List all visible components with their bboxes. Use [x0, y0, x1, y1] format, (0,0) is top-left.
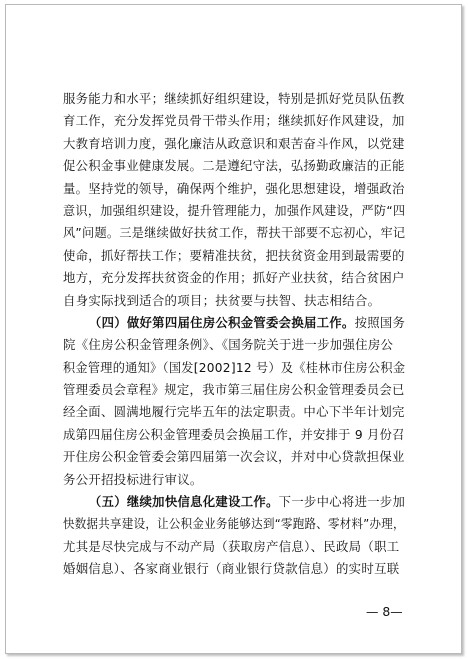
body-line: 地方，充分发挥扶贫资金的作用；抓好产业扶贫，结合贫困户: [63, 270, 405, 286]
section-4-text: 按照国务: [354, 314, 406, 330]
body-line: 育工作，充分发挥党员骨干带头作用；继续抓好作风建设，加: [63, 113, 405, 129]
section-4-line: 院《住房公积金管理条例》、《国务院关于进一步加强住房公: [63, 337, 394, 353]
section-5-first-line: [63, 491, 404, 513]
section-4-first-line: [63, 312, 404, 334]
section-5-line: 婚姻信息）、各家商业银行（商业银行贷款信息）的实时互联: [63, 561, 400, 577]
section-4-line: 积金管理的通知》（国发[2002]12 号）及《桂林市住房公积金: [63, 359, 406, 375]
section-5-text: 下一步中心将进一步加: [278, 494, 406, 510]
body-line: 大教育培训力度，强化廉洁从政意识和艰苦奋斗作风，以党建: [63, 135, 405, 151]
section-4-heading: （四）做好第四届住房公积金管委会换届工作。: [88, 314, 355, 330]
body-line: 自身实际找到适合的项目；扶贫要与扶智、扶志相结合。: [63, 292, 381, 308]
body-line: 促公积金事业健康发展。二是遵纪守法，弘扬勤政廉洁的正能: [63, 158, 405, 174]
body-line: 量。坚持党的领导，确保两个维护，强化思想建设，增强政治: [63, 180, 405, 196]
document-body: [63, 88, 405, 581]
section-4-line: 开住房公积金管委会第四届第一次会议，并对中心贷款担保业: [63, 449, 405, 465]
section-4-line: 管理委员会章程》规定，我市第三届住房公积金管理委员会已: [63, 382, 405, 398]
section-5-line: 快数据共享建设，让公积金业务能够达到“零跑路、零材料”办理，: [63, 516, 405, 532]
section-5-line: 尤其是尽快完成与不动产局（获取房产信息）、民政局（职工: [63, 538, 400, 554]
page-number: — 8—: [366, 604, 403, 619]
section-4-line: 务公开招投标进行审议。: [63, 471, 203, 487]
body-line: 风”问题。三是继续做好扶贫工作，帮扶干部要不忘初心，牢记: [63, 225, 406, 241]
section-4-line: 经全面、圆满地履行完毕五年的法定职责。中心下半年计划完: [63, 404, 405, 420]
section-4-line: 成第四届住房公积金管理委员会换届工作，并安排于 9 月份召: [63, 426, 405, 442]
body-line: 意识，加强组织建设，提升管理能力，加强作风建设，严防“四: [63, 202, 406, 218]
body-line: 使命，抓好帮扶工作；要精准扶贫，把扶贫资金用到最需要的: [63, 247, 405, 263]
section-5-heading: （五）继续加快信息化建设工作。: [88, 494, 279, 510]
body-line: 服务能力和水平；继续抓好组织建设，特别是抓好党员队伍教: [63, 91, 405, 106]
